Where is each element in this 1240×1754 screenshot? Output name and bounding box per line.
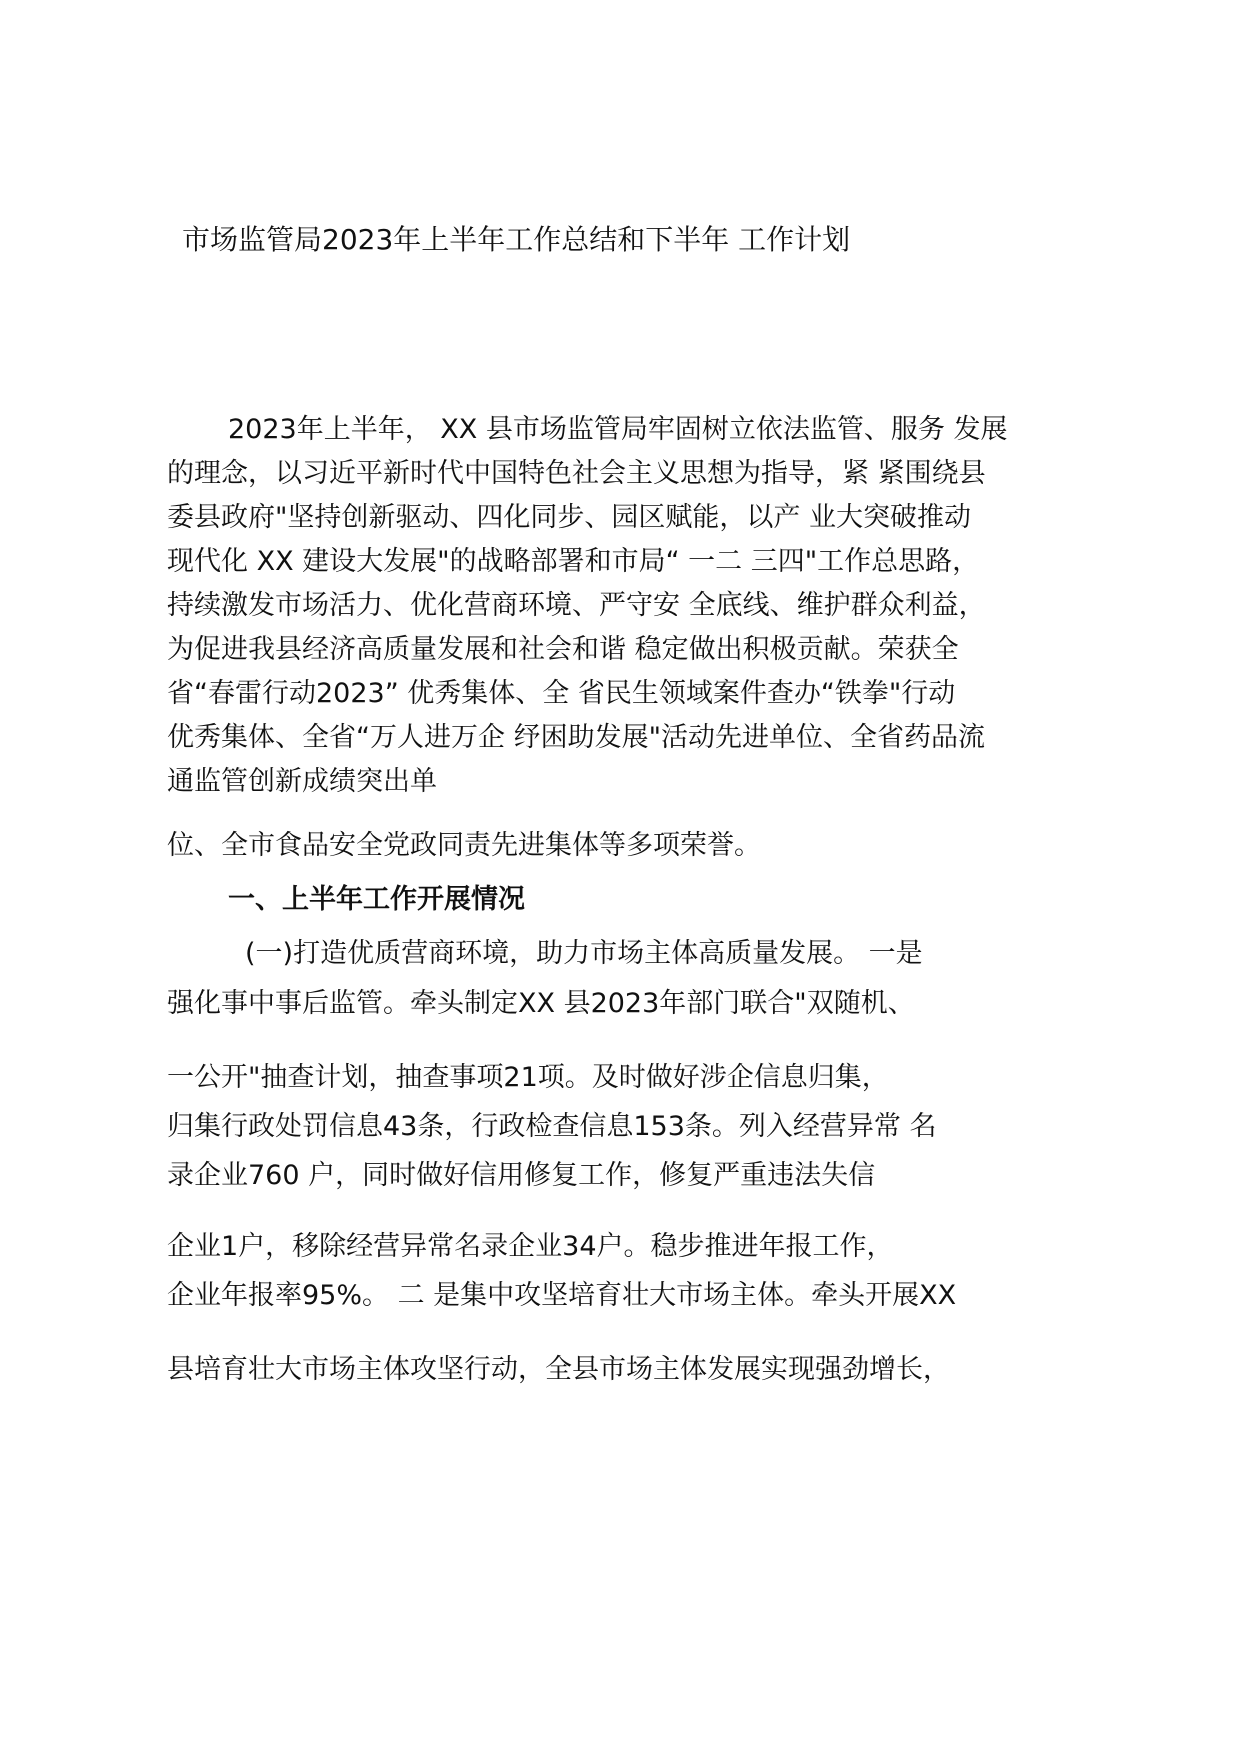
paragraph-line: 为促进我县经济高质量发展和社会和谐 稳定做出积极贡献。荣获全 bbox=[167, 634, 959, 665]
section-heading: 一、上半年工作开展情况 bbox=[228, 884, 525, 915]
document-title: 市场监管局2023年上半年工作总结和下半年 工作计划 bbox=[182, 223, 851, 256]
paragraph-line: 位、全市食品安全党政同责先进集体等多项荣誉。 bbox=[167, 830, 761, 861]
paragraph-line: 优秀集体、全省“万人进万企 纾困助发展"活动先进单位、全省药品流 bbox=[167, 722, 985, 753]
paragraph-line: 通监管创新成绩突出单 bbox=[167, 766, 437, 797]
paragraph-line: 归集行政处罚信息43条，行政检查信息153条。列入经营异常 名 bbox=[167, 1111, 937, 1142]
subsection-line: (一)打造优质营商环境，助力市场主体高质量发展。 一是 bbox=[245, 938, 923, 969]
paragraph-line: 企业年报率95%。 二 是集中攻坚培育壮大市场主体。牵头开展XX bbox=[167, 1280, 957, 1311]
paragraph-line: 录企业760 户，同时做好信用修复工作，修复严重违法失信 bbox=[167, 1160, 876, 1191]
paragraph-line: 的理念，以习近平新时代中国特色社会主义思想为指导，紧 紧围绕县 bbox=[167, 458, 986, 489]
paragraph-line: 现代化 XX 建设大发展"的战略部署和市局“ 一二 三四"工作总思路， bbox=[167, 546, 980, 577]
paragraph-line: 强化事中事后监管。牵头制定XX 县2023年部门联合"双随机、 bbox=[167, 988, 915, 1019]
paragraph-line: 省“春雷行动2023” 优秀集体、全 省民生领域案件查办“铁拳"行动 bbox=[167, 678, 956, 709]
paragraph-line: 2023年上半年， XX 县市场监管局牢固树立依法监管、服务 发展 bbox=[228, 414, 1008, 445]
paragraph-line: 企业1户，移除经营异常名录企业34户。稳步推进年报工作， bbox=[167, 1231, 894, 1262]
paragraph-line: 委县政府"坚持创新驱动、四化同步、园区赋能，以产 业大突破推动 bbox=[167, 502, 972, 533]
paragraph-line: 县培育壮大市场主体攻坚行动，全县市场主体发展实现强劲增长， bbox=[167, 1354, 950, 1385]
paragraph-line: 持续激发市场活力、优化营商环境、严守安 全底线、维护群众利益， bbox=[167, 590, 986, 621]
paragraph-line: 一公开"抽查计划，抽查事项21项。及时做好涉企信息归集， bbox=[167, 1062, 889, 1093]
